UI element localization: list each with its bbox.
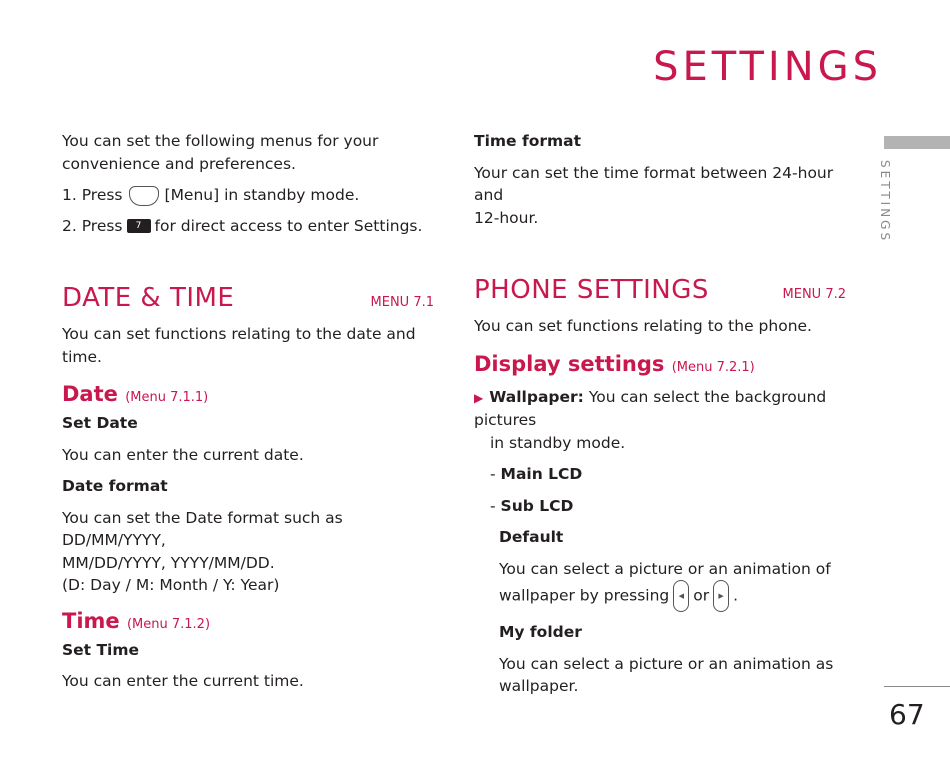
time-title: Time xyxy=(62,608,120,633)
phone-settings-title: PHONE SETTINGS xyxy=(474,275,709,305)
display-settings-heading xyxy=(474,352,846,376)
default-desc-2-or: or xyxy=(693,586,710,605)
step2-post: for direct access to enter Settings. xyxy=(154,216,423,235)
main-lcd-line: - Main LCD xyxy=(490,465,583,483)
display-settings-menu-ref: (Menu 7.2.1) xyxy=(671,359,755,375)
display-settings-title: Display settings xyxy=(474,351,665,376)
time-format-desc-1: Your can set the time format between 24-hour and xyxy=(474,163,834,204)
date-time-menu-ref: MENU 7.1 xyxy=(370,295,434,310)
date-time-heading xyxy=(62,283,434,313)
wallpaper-label: Wallpaper: xyxy=(489,387,584,406)
nav-key-right-icon: ▶ xyxy=(713,580,729,612)
default-desc-1: You can select a picture or an animation of xyxy=(499,559,831,578)
phone-settings-desc: You can set functions relating to the phone. xyxy=(474,317,812,335)
my-folder-desc-1: You can select a picture or an animation as xyxy=(499,654,834,673)
default-label: Default xyxy=(499,528,564,546)
side-tab-bar xyxy=(884,136,950,149)
default-desc-2-end: . xyxy=(733,586,739,605)
number-7-key-icon: 7 xyxy=(127,219,151,233)
step2-pre: 2. Press xyxy=(62,216,123,235)
side-tab-label: SETTINGS xyxy=(878,160,892,244)
date-heading xyxy=(62,382,434,406)
default-desc-2 xyxy=(474,580,846,612)
bullet-arrow-icon: ▶ xyxy=(474,390,484,405)
set-time-desc: You can enter the current time. xyxy=(62,672,304,690)
time-menu-ref: (Menu 7.1.2) xyxy=(126,616,211,632)
date-format-label: Date format xyxy=(62,477,168,495)
date-title: Date xyxy=(62,382,118,406)
date-format-desc-1: You can set the Date format such as DD/MM/YYYY, xyxy=(62,508,343,549)
date-format-desc-3: (D: Day / M: Month / Y: Year) xyxy=(62,576,280,594)
time-format-label: Time format xyxy=(474,132,582,150)
phone-settings-menu-ref: MENU 7.2 xyxy=(782,287,846,302)
date-menu-ref: (Menu 7.1.1) xyxy=(125,390,209,405)
my-folder-desc-2: wallpaper. xyxy=(499,677,579,695)
set-date-desc: You can enter the current date. xyxy=(62,445,304,464)
wallpaper-desc-2: in standby mode. xyxy=(490,433,626,452)
step1-post: [Menu] in standby mode. xyxy=(164,186,360,204)
intro-step-1 xyxy=(62,184,434,207)
time-heading xyxy=(62,609,434,633)
menu-key-icon xyxy=(129,186,159,206)
my-folder-label: My folder xyxy=(499,623,582,641)
nav-key-left-icon: ◀ xyxy=(673,580,689,612)
date-time-title: DATE & TIME xyxy=(62,283,235,313)
time-format-desc-2: 12-hour. xyxy=(474,208,539,227)
right-column xyxy=(474,130,846,698)
wallpaper-line-1 xyxy=(474,386,846,432)
set-time-label: Set Time xyxy=(62,640,140,659)
intro-step-2 xyxy=(62,215,434,238)
default-desc-2-pre: wallpaper by pressing xyxy=(499,586,670,605)
phone-settings-heading xyxy=(474,275,846,305)
page-number: 67 xyxy=(889,698,925,731)
step1-pre: 1. Press xyxy=(62,186,123,204)
date-format-desc-2: MM/DD/YYYY, YYYY/MM/DD. xyxy=(62,553,275,572)
main-lcd-label: Main LCD xyxy=(500,465,583,483)
wallpaper-desc-1: You can select the background pictures xyxy=(474,387,827,429)
intro-text: You can set the following menus for your convenience and preferences. xyxy=(62,132,379,173)
left-column xyxy=(62,130,434,693)
date-time-desc: You can set functions relating to the date and time. xyxy=(62,325,416,366)
bottom-rule xyxy=(884,686,950,687)
sub-lcd-label: Sub LCD xyxy=(500,496,574,515)
sub-lcd-line: - Sub LCD xyxy=(490,496,574,515)
set-date-label: Set Date xyxy=(62,414,138,432)
page-title: SETTINGS xyxy=(653,44,882,90)
